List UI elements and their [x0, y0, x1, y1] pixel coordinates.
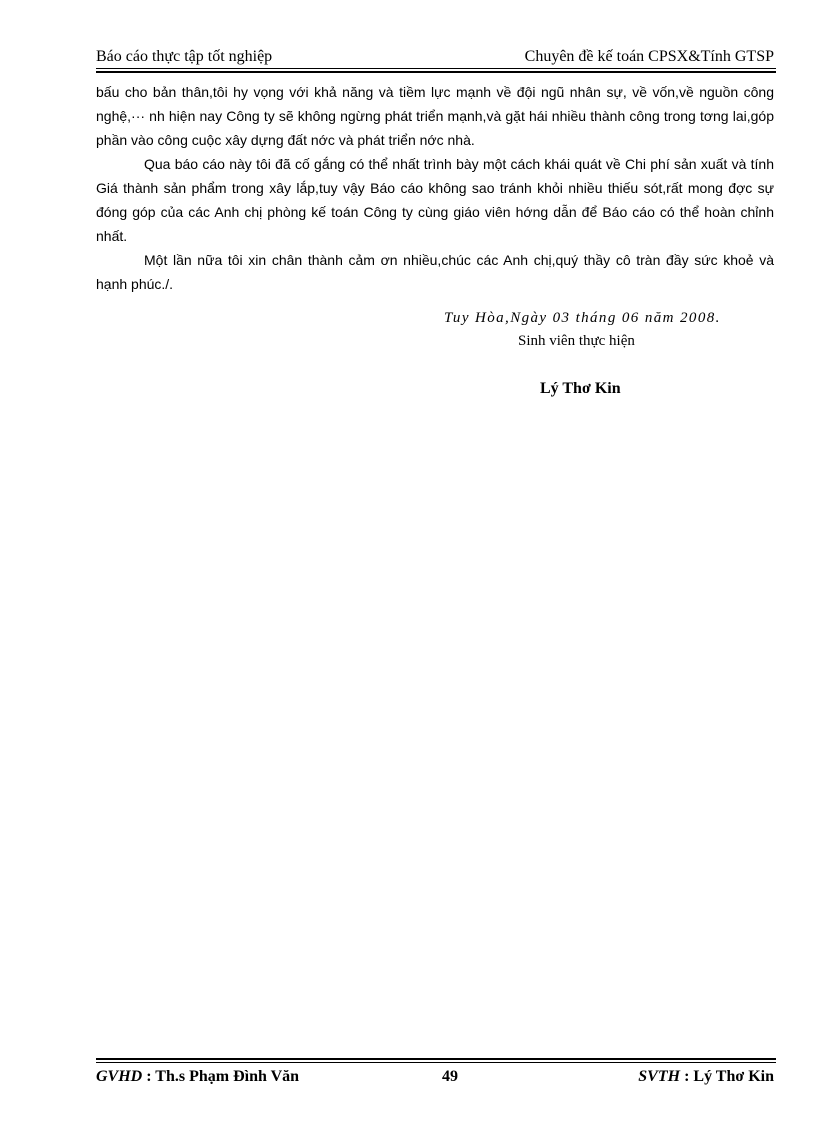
footer-rule-thick	[96, 1058, 776, 1060]
footer-advisor-label: GVHD	[96, 1068, 143, 1085]
paragraph-thanks: Một lần nữa tôi xin chân thành cảm ơn nhiều,chúc các Anh chị,quý thầy cô tràn đầy sức khoẻ và hạnh phúc./.	[96, 252, 774, 292]
header-rule-thick	[96, 71, 776, 73]
footer-student	[638, 1068, 774, 1086]
footer-student-label: SVTH	[638, 1068, 681, 1085]
signature-role: Sinh viên thực hiện	[518, 333, 635, 349]
page-header	[96, 48, 776, 68]
footer-student-name: : Lý Thơ Kin	[684, 1068, 774, 1085]
signature-date: Tuy Hòa,Ngày 03 tháng 06 năm 2008.	[444, 310, 721, 326]
paragraph-continuation: bấu cho bản thân,tôi hy vọng với khả năng và tiềm lực mạnh về đội ngũ nhân sự, về vốn,về nguồn công nghệ,··· nh hiện nay Công ty sẽ không ngừng phát triển mạnh,và gặt hái nhiều thành công trong tơng lai,góp phần vào công cuộc xây dựng đất nớc và phát triển nớc nhà.	[96, 84, 774, 148]
page-footer	[96, 1058, 776, 1098]
header-rule-thin	[96, 68, 776, 69]
header-topic-title: Chuyên đề kế toán CPSX&Tính GTSP	[524, 48, 774, 65]
header-report-title: Báo cáo thực tập tốt nghiệp	[96, 48, 273, 65]
footer-rule-thin	[96, 1062, 776, 1063]
signature-name: Lý Thơ Kin	[540, 380, 621, 397]
page-number: 49	[442, 1068, 458, 1085]
footer-advisor	[96, 1068, 299, 1086]
paragraph-summary: Qua báo cáo này tôi đã cố gắng có thể nhất trình bày một cách khái quát về Chi phí sản xuất và tính Giá thành sản phẩm trong xây lắp,tuy vậy Báo cáo không sao tránh khỏi nhiều thiếu sót,rất mong đợc sự đóng góp của các Anh chị phòng kế toán Công ty cùng giáo viên hớng dẫn để Báo cáo có thể hoàn chỉnh nhất.	[96, 156, 774, 244]
body-text	[96, 80, 774, 296]
footer-advisor-name: : Th.s Phạm Đình Văn	[146, 1068, 300, 1085]
